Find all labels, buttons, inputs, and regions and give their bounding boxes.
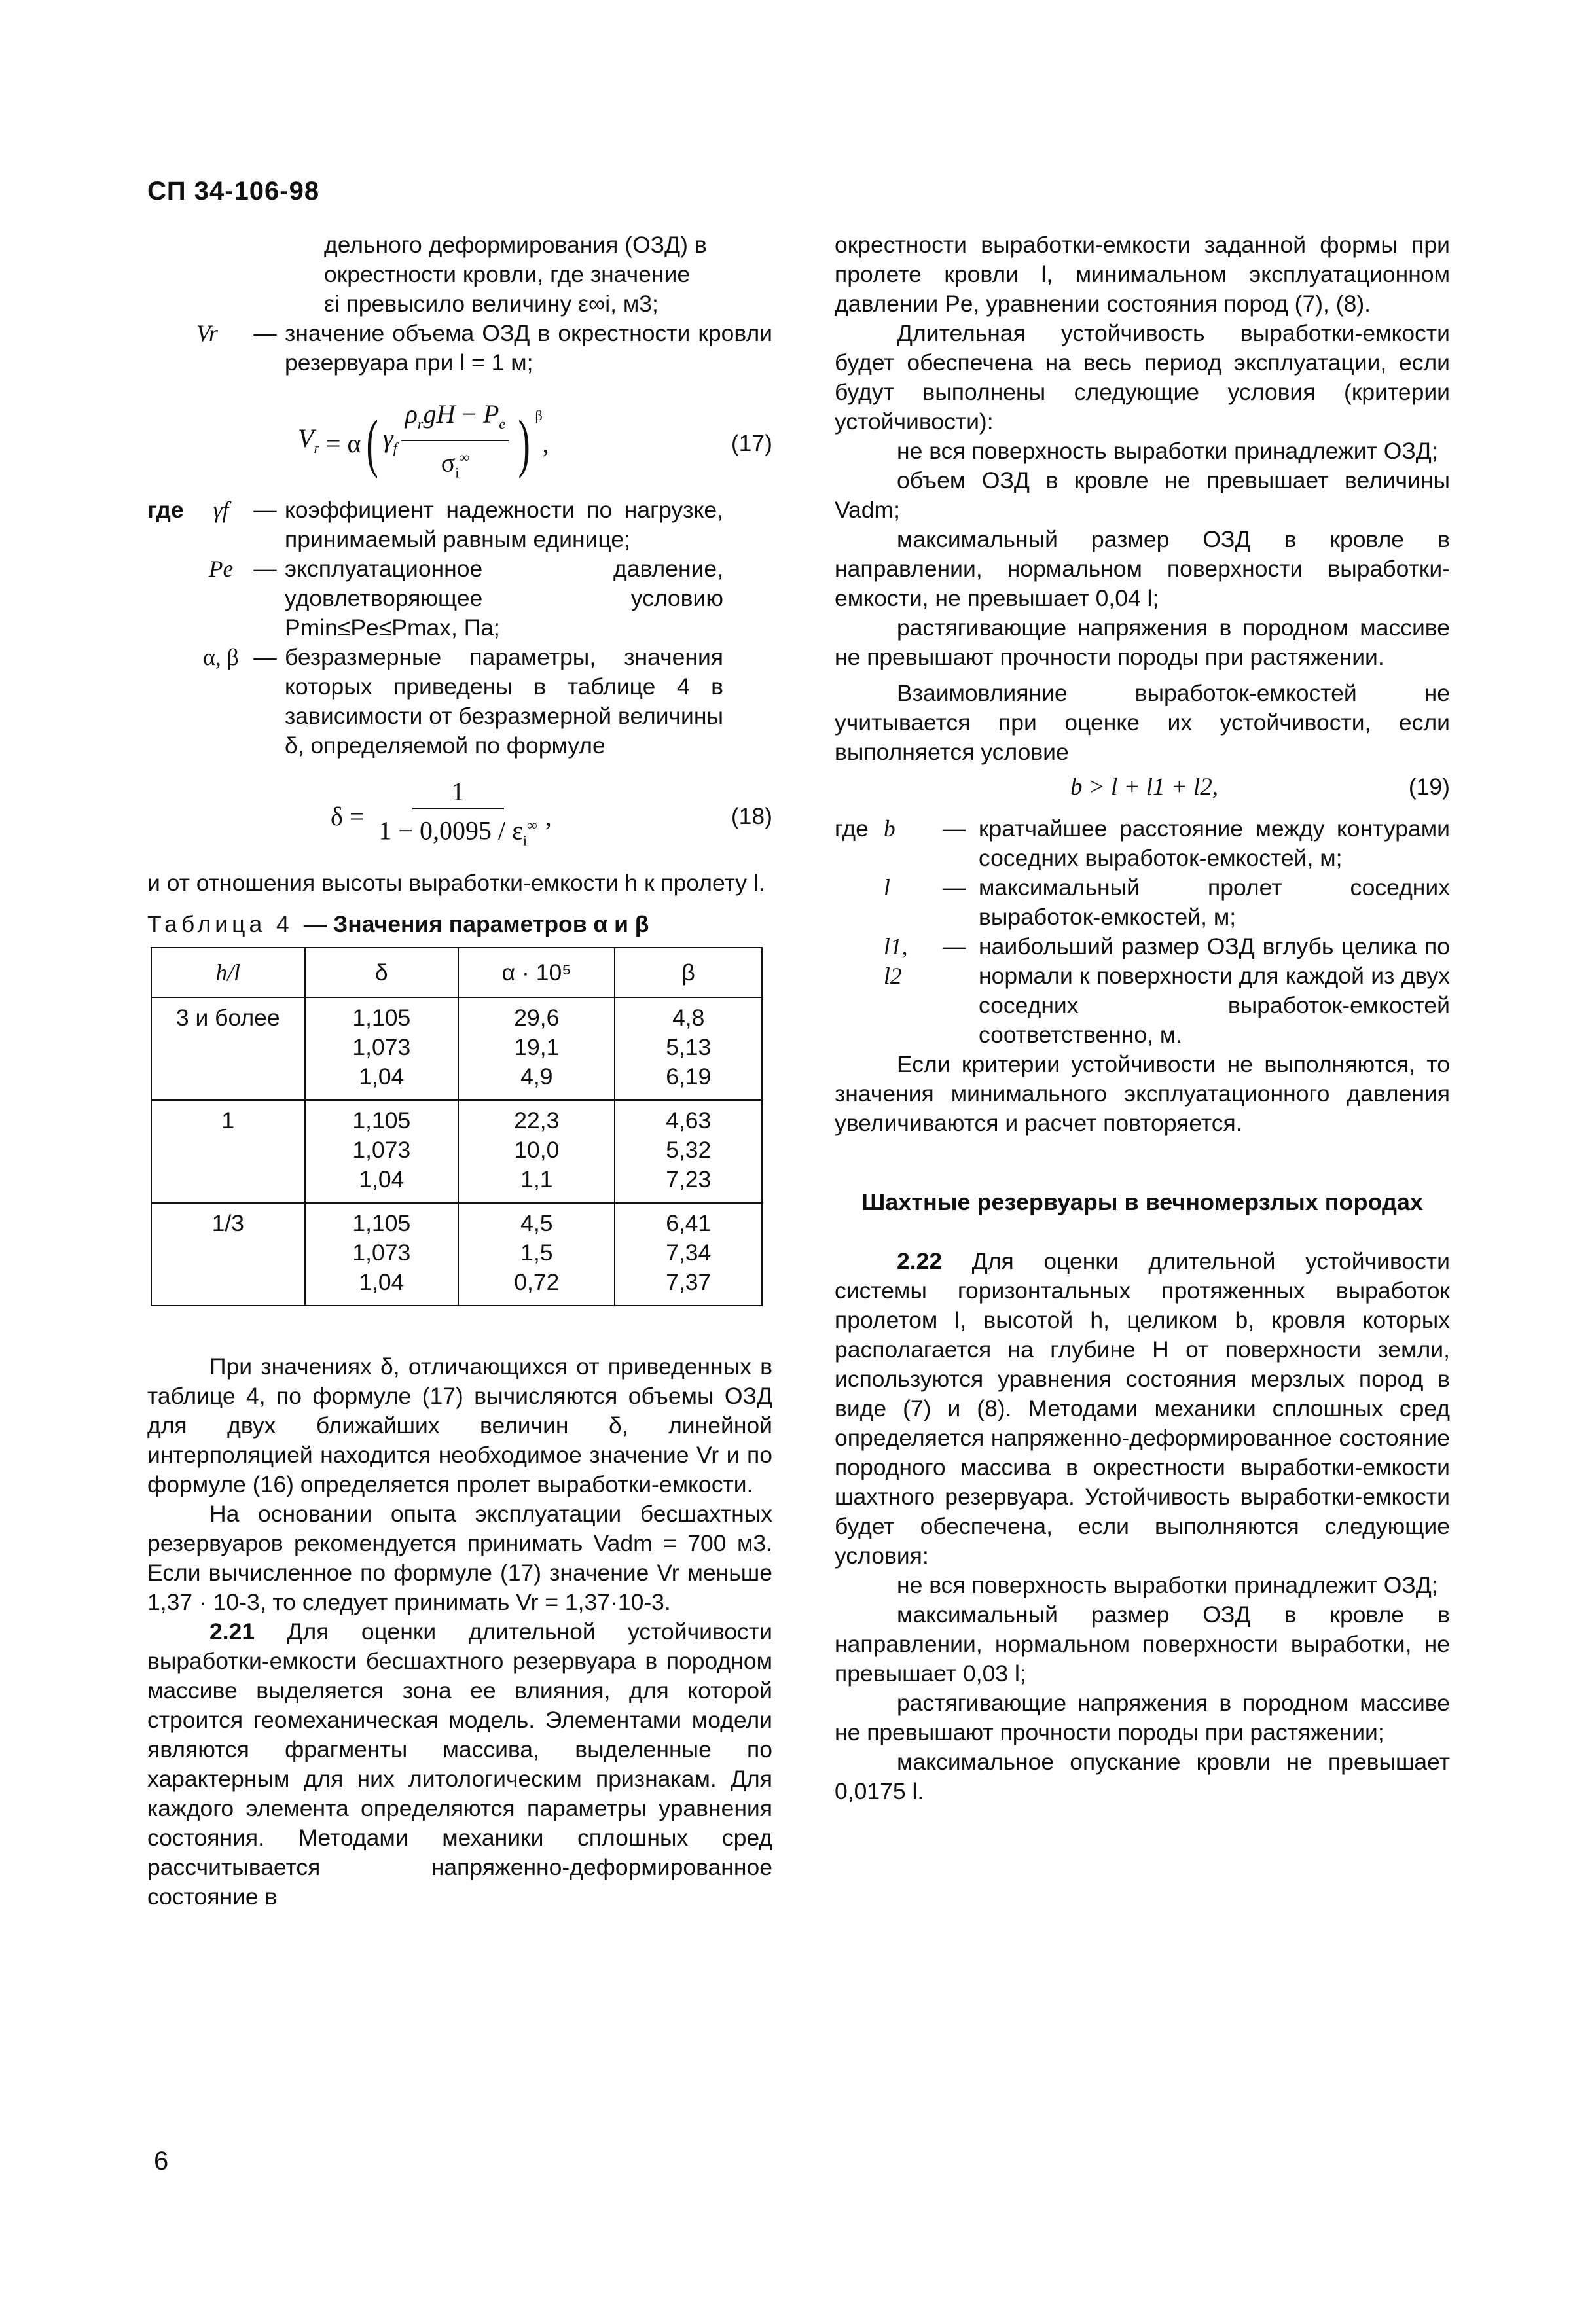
table-cell: 22,3 10,0 1,1 — [458, 1100, 615, 1203]
paragraph: и от отношения высоты выработки-емкости h к пролету l. — [147, 870, 765, 896]
formula-text: b > l + l1 + l2, — [1070, 773, 1218, 800]
parameters-table — [151, 947, 763, 1306]
column-header: α · 10⁵ — [458, 948, 615, 997]
table-cell: 29,6 19,1 4,9 — [458, 997, 615, 1100]
definition-text: наибольший размер ОЗД вглубь целика по нормали к поверхности для каждой из двух соседних выработок-емкостей соответственно, м. — [979, 933, 1450, 1048]
formula-number: (17) — [731, 429, 772, 456]
formula-number: (18) — [731, 802, 772, 829]
table-caption — [147, 910, 772, 939]
dash: — — [253, 497, 277, 523]
condition-item: не вся поверхность выработки принадлежит ОЗД; — [897, 438, 1438, 464]
clause-number: 2.22 — [897, 1248, 943, 1274]
definition-symbol: Vr — [196, 320, 218, 346]
table-caption-prefix: Таблица 4 — [147, 911, 293, 937]
dash: — — [253, 320, 277, 346]
document-code: СП 34-106-98 — [147, 177, 320, 206]
table-row — [151, 1203, 762, 1306]
formula-17: $V_r$ = α ( $\gamma_f$ $\frac{\rho_rgH - P_e}{\sigma_i^\infty}$ ) $^\beta$ , (17) — [298, 399, 772, 481]
definition-text: безразмерные параметры, значения которых приведены в таблице 4 в зависимости от безразмерной величины δ, определяемой по формуле — [285, 644, 723, 759]
definition-symbol: α, β — [203, 644, 239, 670]
table-cell: 6,41 7,34 7,37 — [615, 1203, 762, 1306]
condition-item: максимальный размер ОЗД в кровле в направлении, нормальном поверхности выработки-емкости, не превышает 0,04 l; — [835, 526, 1450, 611]
definition-b — [835, 814, 1450, 873]
definition-text: кратчайшее расстояние между контурами соседних выработок-емкостей, м; — [979, 815, 1450, 871]
definition-symbol: b — [884, 815, 895, 842]
column-header: h/l — [151, 948, 305, 997]
dash: — — [942, 815, 966, 842]
table-cell: 4,8 5,13 6,19 — [615, 997, 762, 1100]
paragraph — [835, 1247, 1450, 1571]
condition-item: максимальное опускание кровли не превышает 0,0175 l. — [835, 1749, 1450, 1804]
table-header-row — [151, 948, 762, 997]
definition-l — [835, 873, 1450, 932]
paragraph: окрестности кровли, где значение — [324, 261, 691, 287]
column-header: δ — [305, 948, 459, 997]
dash: — — [942, 874, 966, 901]
table-cell: 1/3 — [151, 1203, 305, 1306]
column-header: β — [615, 948, 762, 997]
clause-text: Для оценки длительной устойчивости выработки-емкости бесшахтного резервуара в породном массиве выделяется зона ее влияния, для которой строится геомеханическая модель. Элементами модели являются фрагменты массива, выделенные по характерным для них литологическим признакам. Для каждого элемента определяются параметры уравнения состояния. Методами механики сплошных сред рассчитывается напряженно-деформированное состояние в — [147, 1618, 772, 1910]
table-cell: 1,105 1,073 1,04 — [305, 997, 459, 1100]
definition-text: значение объема ОЗД в окрестности кровли резервуара при l = 1 м; — [285, 320, 772, 376]
condition-item: растягивающие напряжения в породном массиве не превышают прочности породы при растяжении; — [835, 1690, 1450, 1745]
condition-item: не вся поверхность выработки принадлежит ОЗД; — [897, 1572, 1438, 1598]
where-label: где — [147, 497, 184, 523]
definition-alpha-beta — [147, 643, 772, 760]
paragraph: При значениях δ, отличающихся от приведенных в таблице 4, по формуле (17) вычисляются объемы ОЗД для двух ближайших величин δ, линейной интерполяцией находится необходимое значение Vr и по формуле (16) определяется пролет выработки-емкости. — [147, 1353, 772, 1497]
paragraph: Длительная устойчивость выработки-емкости будет обеспечена на весь период эксплуатации, если будут выполнены следующие условия (критерии устойчивости): — [835, 320, 1450, 435]
table-cell: 1 — [151, 1100, 305, 1203]
paragraph: Если критерии устойчивости не выполняются, то значения минимального эксплуатационного давления увеличиваются и расчет повторяется. — [835, 1051, 1450, 1136]
dash: — — [253, 556, 277, 582]
paragraph: εi превысило величину ε∞i, м3; — [324, 291, 659, 317]
paragraph — [147, 1617, 772, 1912]
definition-symbol: l1, l2 — [884, 933, 908, 989]
condition-item: растягивающие напряжения в породном массиве не превышают прочности породы при растяжении. — [835, 615, 1450, 670]
section-heading: Шахтные резервуары в вечномерзлых породах — [861, 1189, 1423, 1215]
where-label: где — [835, 815, 869, 842]
paragraph: окрестности выработки-емкости заданной формы при пролете кровли l, минимальном эксплуатационном давлении Pe, уравнении состояния пород (7), (8). — [835, 232, 1450, 317]
definition-text: коэффициент надежности по нагрузке, принимаемый равным единице; — [285, 497, 723, 552]
table-row — [151, 997, 762, 1100]
definition-pe — [147, 554, 772, 643]
table-cell: 3 и более — [151, 997, 305, 1100]
table-cell: 4,5 1,5 0,72 — [458, 1203, 615, 1306]
definition-vr — [147, 319, 772, 378]
table-cell: 4,63 5,32 7,23 — [615, 1100, 762, 1203]
definition-text: максимальный пролет соседних выработок-емкостей, м; — [979, 874, 1450, 930]
paragraph: Взаимовлияние выработок-емкостей не учитывается при оценке их устойчивости, если выполняется условие — [835, 680, 1450, 765]
table-caption-title: — Значения параметров α и β — [303, 911, 649, 937]
definition-symbol: γf — [213, 497, 229, 523]
paragraph: дельного деформирования (ОЗД) в — [324, 232, 707, 258]
formula-number: (19) — [1408, 773, 1450, 800]
page-number: 6 — [154, 2147, 169, 2175]
definition-symbol: l — [884, 874, 890, 901]
dash: — — [942, 933, 966, 959]
definition-symbol: Pe — [208, 556, 234, 582]
definition-l1-l2 — [835, 932, 1450, 1050]
clause-text: Для оценки длительной устойчивости системы горизонтальных протяженных выработок пролетом l, высотой h, целиком b, кровля которых располагается на глубине H от поверхности земли, используются уравнения состояния мерзлых пород в виде (7) и (8). Методами механики сплошных сред определяется напряженно-деформированное состояние породного массива в окрестности выработки-емкости шахтного резервуара. Устойчивость выработки-емкости будет обеспечена, если выполняются следующие условия: — [835, 1248, 1450, 1569]
table-cell: 1,105 1,073 1,04 — [305, 1100, 459, 1203]
condition-item: объем ОЗД в кровле не превышает величины Vadm; — [835, 467, 1450, 523]
paragraph: На основании опыта эксплуатации бесшахтных резервуаров рекомендуется принимать Vadm = 700 м3. Если вычисленное по формуле (17) значение Vr меньше 1,37 · 10-3, то следует принимать Vr = 1,37·10-3. — [147, 1501, 772, 1615]
right-column — [835, 230, 1450, 1806]
condition-item: максимальный размер ОЗД в кровле в направлении, нормальном поверхности выработки, не превышает 0,03 l; — [835, 1601, 1450, 1687]
formula-18: δ = $\frac{1}{1 - 0,0095 / \varepsilon_i^\infty}$ , (18) — [331, 777, 772, 849]
dash: — — [253, 644, 277, 670]
table-cell: 1,105 1,073 1,04 — [305, 1203, 459, 1306]
table-row — [151, 1100, 762, 1203]
definition-gamma — [147, 495, 772, 554]
left-column — [147, 230, 772, 1912]
clause-number: 2.21 — [209, 1618, 255, 1645]
formula-19 — [835, 767, 1450, 806]
definition-text: эксплуатационное давление, удовлетворяющее условию Pmin≤Pe≤Pmax, Па; — [285, 556, 723, 641]
